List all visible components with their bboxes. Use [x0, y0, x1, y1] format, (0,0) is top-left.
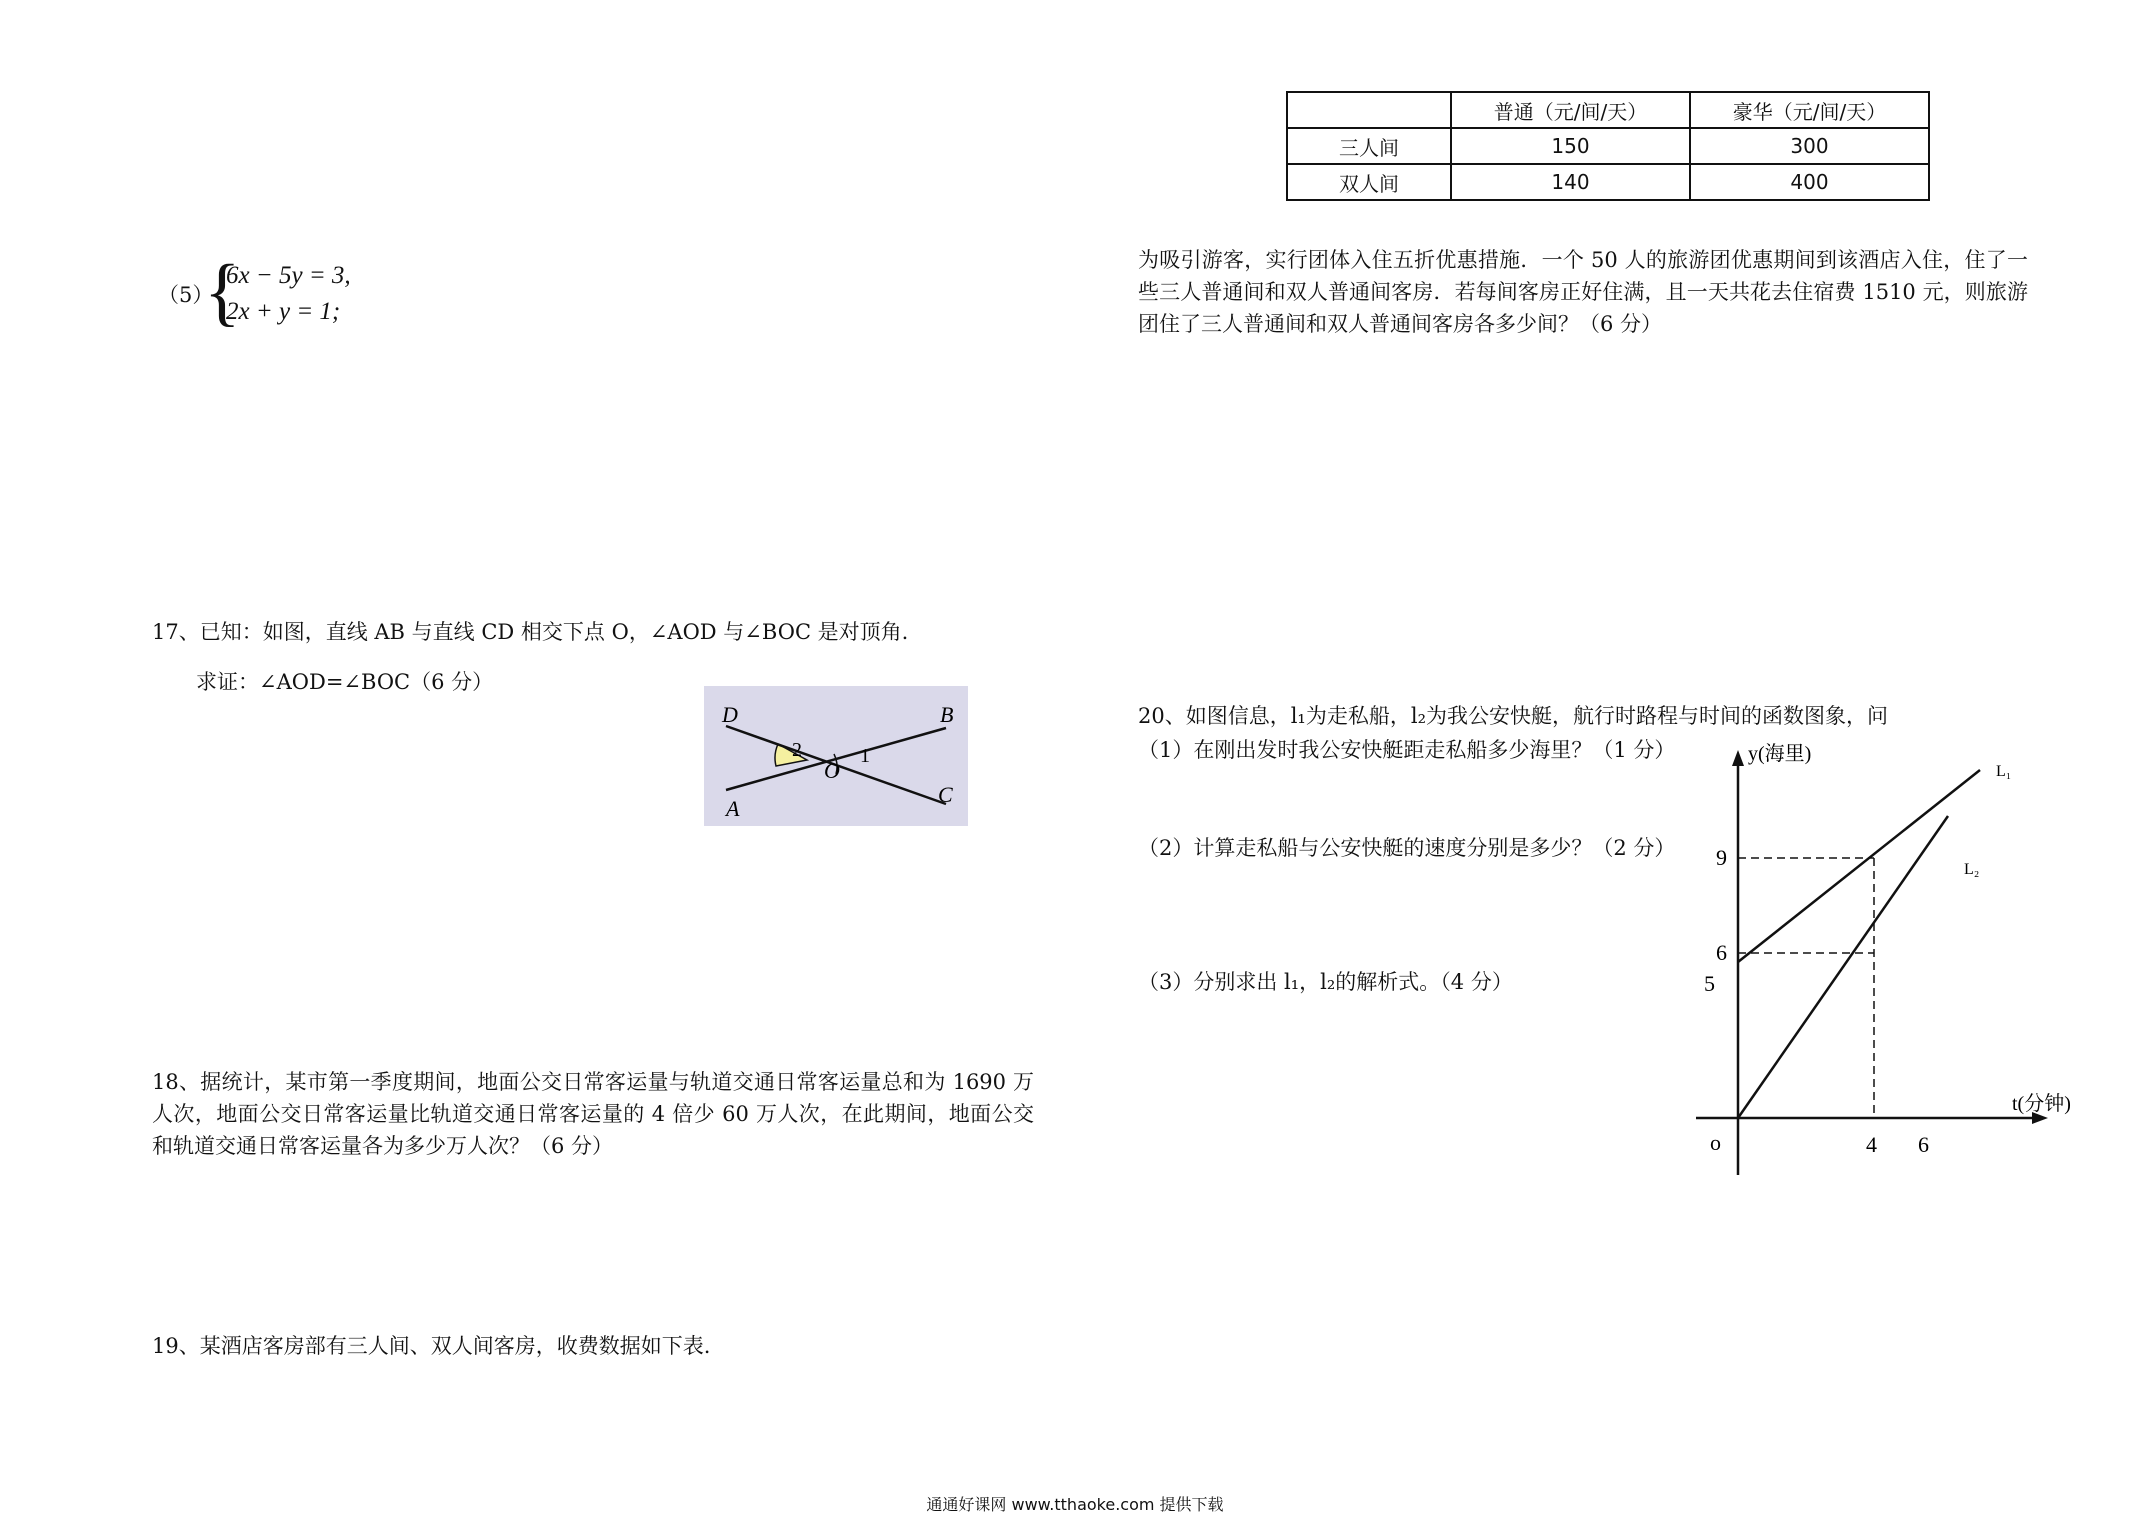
- x-tick-6: 6: [1918, 1132, 1929, 1157]
- table-cell: 140: [1451, 164, 1690, 200]
- table-cell: 300: [1690, 128, 1929, 164]
- line-L1: [1738, 770, 1980, 962]
- point-O-label: O: [824, 758, 840, 783]
- figure-background: [704, 686, 968, 826]
- q19-continued-text: 为吸引游客，实行团体入住五折优惠措施．一个 50 人的旅游团优惠期间到该酒店入住，住了一些三人普通间和双人普通间客房．若每间客房正好住满，且一天共花去住宿费 1510 元，则旅游团住了三人普通间和双人普通间客房各多少间？（6 分）: [1138, 248, 2028, 336]
- intersecting-lines-figure: [704, 686, 968, 826]
- table-header-row: [1287, 92, 1929, 128]
- q20-sub2: （2）计算走私船与公安快艇的速度分别是多少？（2 分）: [1138, 836, 1676, 860]
- angle-1-label: 1: [860, 745, 870, 767]
- y-axis-arrow: [1732, 750, 1744, 766]
- q20-sub3: （3）分别求出 l₁，l₂的解析式。（4 分）: [1138, 970, 1513, 994]
- y-tick-9: 9: [1716, 845, 1727, 870]
- line-L2-label: L₂: [1964, 861, 1980, 878]
- q18-text: 18、据统计，某市第一季度期间，地面公交日常客运量与轨道交通日常客运量总和为 1690 万人次，地面公交日常客运量比轨道交通日常客运量的 4 倍少 60 万人次，在此期间，地面公交和轨道交通日常客运量各为多少万人次？（6 分）: [152, 1070, 1034, 1158]
- line-L2: [1738, 816, 1948, 1118]
- table-row: [1287, 128, 1929, 164]
- table-row: [1287, 164, 1929, 200]
- table-cell: 双人间: [1287, 164, 1451, 200]
- origin-label: o: [1710, 1130, 1721, 1155]
- system-brace: {: [204, 250, 241, 334]
- point-D-label: D: [722, 702, 738, 727]
- x-tick-4: 4: [1866, 1132, 1877, 1157]
- y-tick-6: 6: [1716, 940, 1727, 965]
- angle-2-label: 2: [792, 739, 802, 761]
- q20-sub1: （1）在刚出发时我公安快艇距走私船多少海里？（1 分）: [1138, 738, 1676, 762]
- q19-text: 19、某酒店客房部有三人间、双人间客房，收费数据如下表.: [152, 1334, 711, 1358]
- q17-prove: 求证：∠AOD=∠BOC（6 分）: [196, 670, 494, 694]
- table-cell: 150: [1451, 128, 1690, 164]
- table-header-cell: [1287, 92, 1451, 128]
- room-rate-table: [1286, 91, 1930, 201]
- table-header-cell: 普通（元/间/天）: [1451, 92, 1690, 128]
- point-B-label: B: [940, 702, 954, 727]
- y-tick-5: 5: [1704, 971, 1715, 996]
- q16-equation-1: 6x − 5y = 3,: [226, 262, 351, 289]
- table-cell: 三人间: [1287, 128, 1451, 164]
- line-L1-label: L₁: [1996, 763, 2012, 780]
- q16-equation-2: 2x + y = 1;: [226, 298, 341, 325]
- distance-time-graph: [1690, 740, 2096, 1180]
- footer-text: 通通好课网 www.tthaoke.com 提供下载: [926, 1495, 1224, 1514]
- table-header-cell: 豪华（元/间/天）: [1690, 92, 1929, 128]
- q17-text: 17、已知：如图，直线 AB 与直线 CD 相交下点 O，∠AOD 与∠BOC 是对顶角.: [152, 620, 909, 644]
- q16-label: （5）: [158, 283, 214, 307]
- point-A-label: A: [726, 796, 740, 821]
- point-C-label: C: [938, 782, 953, 807]
- x-axis-label: t(分钟): [2012, 1093, 2071, 1115]
- table-cell: 400: [1690, 164, 1929, 200]
- y-axis-label: y(海里): [1748, 743, 1812, 765]
- q20-intro: 20、如图信息，l₁为走私船，l₂为我公安快艇，航行时路程与时间的函数图象，问: [1138, 704, 1888, 728]
